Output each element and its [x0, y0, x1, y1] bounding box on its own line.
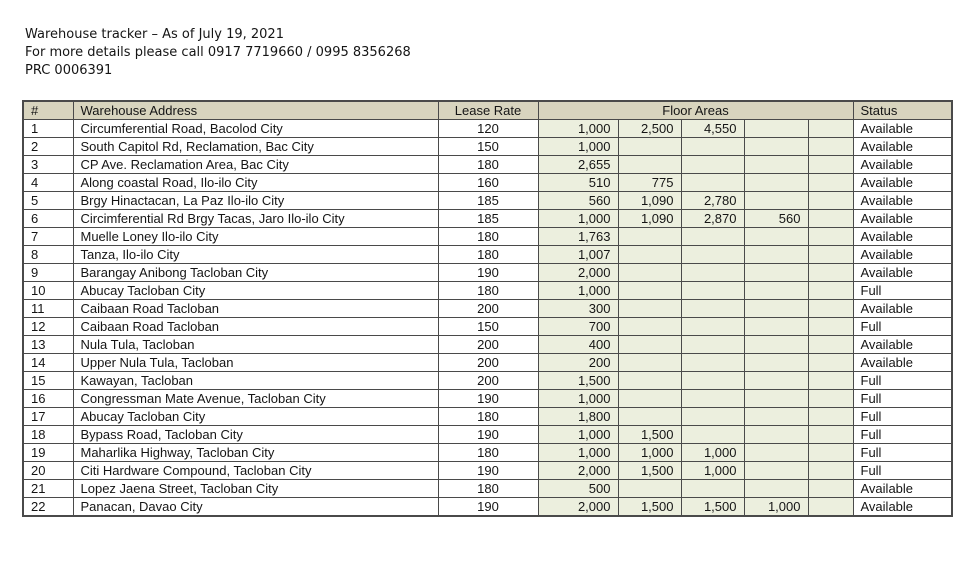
status-cell: Available: [853, 192, 952, 210]
floor-area-cell-2: 1,090: [618, 210, 681, 228]
address-cell: Barangay Anibong Tacloban City: [73, 264, 438, 282]
lease-rate-cell: 200: [438, 372, 538, 390]
floor-area-cell-1: 1,000: [538, 390, 618, 408]
floor-area-cell-2: [618, 318, 681, 336]
floor-area-cell-1: 1,007: [538, 246, 618, 264]
floor-area-cell-5: [808, 174, 853, 192]
lease-rate-cell: 190: [438, 498, 538, 517]
row-number-cell: 1: [23, 120, 73, 138]
address-cell: Citi Hardware Compound, Tacloban City: [73, 462, 438, 480]
floor-area-cell-1: 1,000: [538, 282, 618, 300]
row-number-cell: 5: [23, 192, 73, 210]
floor-area-cell-2: [618, 156, 681, 174]
floor-area-cell-3: [681, 426, 744, 444]
col-header-num: #: [23, 101, 73, 120]
floor-area-cell-3: [681, 336, 744, 354]
floor-area-cell-4: [744, 354, 808, 372]
address-cell: Abucay Tacloban City: [73, 408, 438, 426]
lease-rate-cell: 180: [438, 228, 538, 246]
floor-area-cell-1: 1,000: [538, 120, 618, 138]
floor-area-cell-1: 500: [538, 480, 618, 498]
address-cell: Caibaan Road Tacloban: [73, 300, 438, 318]
floor-area-cell-2: [618, 246, 681, 264]
lease-rate-cell: 180: [438, 480, 538, 498]
floor-area-cell-3: [681, 228, 744, 246]
floor-area-cell-4: [744, 480, 808, 498]
floor-area-cell-5: [808, 246, 853, 264]
floor-area-cell-4: [744, 246, 808, 264]
floor-area-cell-4: [744, 408, 808, 426]
status-cell: Available: [853, 300, 952, 318]
table-row: [23, 390, 952, 408]
row-number-cell: 13: [23, 336, 73, 354]
floor-area-cell-4: [744, 156, 808, 174]
table-row: [23, 480, 952, 498]
floor-area-cell-5: [808, 156, 853, 174]
address-cell: Nula Tula, Tacloban: [73, 336, 438, 354]
table-row: [23, 318, 952, 336]
status-cell: Available: [853, 228, 952, 246]
floor-area-cell-1: 510: [538, 174, 618, 192]
table-row: [23, 498, 952, 517]
status-cell: Available: [853, 138, 952, 156]
floor-area-cell-2: 775: [618, 174, 681, 192]
address-cell: Caibaan Road Tacloban: [73, 318, 438, 336]
table-row: [23, 282, 952, 300]
lease-rate-cell: 180: [438, 408, 538, 426]
lease-rate-cell: 185: [438, 192, 538, 210]
row-number-cell: 10: [23, 282, 73, 300]
lease-rate-cell: 200: [438, 300, 538, 318]
table-row: [23, 408, 952, 426]
floor-area-cell-4: [744, 264, 808, 282]
status-cell: Available: [853, 120, 952, 138]
floor-area-cell-1: 2,000: [538, 264, 618, 282]
floor-area-cell-5: [808, 318, 853, 336]
table-row: [23, 156, 952, 174]
table-row: [23, 426, 952, 444]
floor-area-cell-5: [808, 498, 853, 517]
floor-area-cell-5: [808, 210, 853, 228]
floor-area-cell-3: [681, 318, 744, 336]
floor-area-cell-3: 4,550: [681, 120, 744, 138]
status-cell: Full: [853, 390, 952, 408]
row-number-cell: 19: [23, 444, 73, 462]
header-row: [23, 101, 952, 120]
row-number-cell: 15: [23, 372, 73, 390]
row-number-cell: 4: [23, 174, 73, 192]
status-cell: Available: [853, 498, 952, 517]
title-block: [25, 26, 411, 80]
floor-area-cell-2: [618, 408, 681, 426]
address-cell: Lopez Jaena Street, Tacloban City: [73, 480, 438, 498]
floor-area-cell-5: [808, 192, 853, 210]
table-row: [23, 210, 952, 228]
floor-area-cell-5: [808, 228, 853, 246]
floor-area-cell-3: [681, 480, 744, 498]
row-number-cell: 16: [23, 390, 73, 408]
status-cell: Full: [853, 372, 952, 390]
floor-area-cell-4: [744, 300, 808, 318]
floor-area-cell-5: [808, 372, 853, 390]
floor-area-cell-2: [618, 138, 681, 156]
floor-area-cell-5: [808, 282, 853, 300]
floor-area-cell-2: [618, 264, 681, 282]
row-number-cell: 2: [23, 138, 73, 156]
row-number-cell: 12: [23, 318, 73, 336]
floor-area-cell-3: [681, 264, 744, 282]
floor-area-cell-1: 2,000: [538, 498, 618, 517]
status-cell: Full: [853, 444, 952, 462]
lease-rate-cell: 180: [438, 246, 538, 264]
status-cell: Full: [853, 462, 952, 480]
warehouse-table: [22, 100, 953, 517]
floor-area-cell-3: [681, 372, 744, 390]
status-cell: Available: [853, 210, 952, 228]
floor-area-cell-4: [744, 336, 808, 354]
row-number-cell: 21: [23, 480, 73, 498]
address-cell: Along coastal Road, Ilo-ilo City: [73, 174, 438, 192]
address-cell: Maharlika Highway, Tacloban City: [73, 444, 438, 462]
col-header-status: Status: [853, 101, 952, 120]
floor-area-cell-5: [808, 408, 853, 426]
floor-area-cell-5: [808, 426, 853, 444]
floor-area-cell-2: [618, 336, 681, 354]
lease-rate-cell: 200: [438, 336, 538, 354]
floor-area-cell-3: [681, 408, 744, 426]
address-cell: CP Ave. Reclamation Area, Bac City: [73, 156, 438, 174]
floor-area-cell-1: 2,000: [538, 462, 618, 480]
floor-area-cell-5: [808, 390, 853, 408]
lease-rate-cell: 180: [438, 156, 538, 174]
floor-area-cell-2: [618, 228, 681, 246]
address-cell: Muelle Loney Ilo-ilo City: [73, 228, 438, 246]
table-row: [23, 372, 952, 390]
floor-area-cell-3: [681, 156, 744, 174]
floor-area-cell-5: [808, 462, 853, 480]
floor-area-cell-5: [808, 120, 853, 138]
table-row: [23, 120, 952, 138]
floor-area-cell-4: [744, 318, 808, 336]
floor-area-cell-1: 560: [538, 192, 618, 210]
table-row: [23, 192, 952, 210]
floor-area-cell-3: [681, 282, 744, 300]
address-cell: Kawayan, Tacloban: [73, 372, 438, 390]
lease-rate-cell: 185: [438, 210, 538, 228]
address-cell: Panacan, Davao City: [73, 498, 438, 517]
floor-area-cell-2: 1,500: [618, 498, 681, 517]
table-row: [23, 246, 952, 264]
floor-area-cell-1: 400: [538, 336, 618, 354]
table-row: [23, 300, 952, 318]
lease-rate-cell: 190: [438, 264, 538, 282]
page-title: Warehouse tracker – As of July 19, 2021: [25, 27, 284, 42]
floor-area-cell-2: 1,500: [618, 462, 681, 480]
floor-area-cell-2: 1,000: [618, 444, 681, 462]
status-cell: Available: [853, 480, 952, 498]
col-header-lease-rate: Lease Rate: [438, 101, 538, 120]
prc-number: PRC 0006391: [25, 63, 113, 78]
floor-area-cell-1: 300: [538, 300, 618, 318]
lease-rate-cell: 190: [438, 426, 538, 444]
table-row: [23, 444, 952, 462]
floor-area-cell-1: 2,655: [538, 156, 618, 174]
lease-rate-cell: 160: [438, 174, 538, 192]
lease-rate-cell: 120: [438, 120, 538, 138]
floor-area-cell-5: [808, 480, 853, 498]
lease-rate-cell: 150: [438, 318, 538, 336]
floor-area-cell-4: [744, 444, 808, 462]
status-cell: Available: [853, 246, 952, 264]
floor-area-cell-3: 2,780: [681, 192, 744, 210]
floor-area-cell-3: [681, 354, 744, 372]
floor-area-cell-4: [744, 228, 808, 246]
status-cell: Full: [853, 282, 952, 300]
floor-area-cell-5: [808, 138, 853, 156]
floor-area-cell-3: 2,870: [681, 210, 744, 228]
table-row: [23, 354, 952, 372]
address-cell: South Capitol Rd, Reclamation, Bac City: [73, 138, 438, 156]
floor-area-cell-2: 2,500: [618, 120, 681, 138]
floor-area-cell-2: 1,500: [618, 426, 681, 444]
row-number-cell: 20: [23, 462, 73, 480]
floor-area-cell-4: [744, 462, 808, 480]
floor-area-cell-1: 1,763: [538, 228, 618, 246]
floor-area-cell-3: [681, 246, 744, 264]
row-number-cell: 17: [23, 408, 73, 426]
floor-area-cell-4: [744, 372, 808, 390]
row-number-cell: 22: [23, 498, 73, 517]
floor-area-cell-1: 1,000: [538, 210, 618, 228]
lease-rate-cell: 180: [438, 444, 538, 462]
col-header-floor-areas: Floor Areas: [538, 101, 853, 120]
address-cell: Brgy Hinactacan, La Paz Ilo-ilo City: [73, 192, 438, 210]
floor-area-cell-4: 560: [744, 210, 808, 228]
address-cell: Circumferential Road, Bacolod City: [73, 120, 438, 138]
floor-area-cell-3: 1,500: [681, 498, 744, 517]
floor-area-cell-5: [808, 444, 853, 462]
row-number-cell: 3: [23, 156, 73, 174]
floor-area-cell-3: [681, 174, 744, 192]
floor-area-cell-1: 1,000: [538, 444, 618, 462]
floor-area-cell-1: 1,500: [538, 372, 618, 390]
floor-area-cell-2: 1,090: [618, 192, 681, 210]
lease-rate-cell: 200: [438, 354, 538, 372]
floor-area-cell-2: [618, 480, 681, 498]
table-row: [23, 228, 952, 246]
floor-area-cell-4: [744, 426, 808, 444]
floor-area-cell-4: [744, 390, 808, 408]
col-header-address: Warehouse Address: [73, 101, 438, 120]
address-cell: Upper Nula Tula, Tacloban: [73, 354, 438, 372]
status-cell: Full: [853, 426, 952, 444]
row-number-cell: 18: [23, 426, 73, 444]
contact-line: For more details please call 0917 7719660 / 0995 8356268: [25, 45, 411, 60]
row-number-cell: 6: [23, 210, 73, 228]
floor-area-cell-2: [618, 354, 681, 372]
status-cell: Available: [853, 336, 952, 354]
floor-area-cell-2: [618, 390, 681, 408]
table-row: [23, 462, 952, 480]
floor-area-cell-2: [618, 372, 681, 390]
floor-area-cell-5: [808, 354, 853, 372]
floor-area-cell-4: [744, 192, 808, 210]
lease-rate-cell: 190: [438, 390, 538, 408]
table-row: [23, 174, 952, 192]
lease-rate-cell: 180: [438, 282, 538, 300]
floor-area-cell-2: [618, 300, 681, 318]
floor-area-cell-3: [681, 138, 744, 156]
floor-area-cell-1: 1,800: [538, 408, 618, 426]
row-number-cell: 11: [23, 300, 73, 318]
address-cell: Congressman Mate Avenue, Tacloban City: [73, 390, 438, 408]
floor-area-cell-5: [808, 336, 853, 354]
address-cell: Bypass Road, Tacloban City: [73, 426, 438, 444]
floor-area-cell-5: [808, 300, 853, 318]
floor-area-cell-4: [744, 138, 808, 156]
floor-area-cell-1: 200: [538, 354, 618, 372]
floor-area-cell-1: 700: [538, 318, 618, 336]
table-row: [23, 264, 952, 282]
table-row: [23, 336, 952, 354]
address-cell: Tanza, Ilo-ilo City: [73, 246, 438, 264]
floor-area-cell-3: [681, 390, 744, 408]
floor-area-cell-4: 1,000: [744, 498, 808, 517]
row-number-cell: 14: [23, 354, 73, 372]
floor-area-cell-2: [618, 282, 681, 300]
status-cell: Full: [853, 408, 952, 426]
lease-rate-cell: 150: [438, 138, 538, 156]
floor-area-cell-4: [744, 282, 808, 300]
status-cell: Available: [853, 354, 952, 372]
address-cell: Circimferential Rd Brgy Tacas, Jaro Ilo-ilo City: [73, 210, 438, 228]
row-number-cell: 8: [23, 246, 73, 264]
row-number-cell: 7: [23, 228, 73, 246]
floor-area-cell-1: 1,000: [538, 426, 618, 444]
status-cell: Full: [853, 318, 952, 336]
address-cell: Abucay Tacloban City: [73, 282, 438, 300]
floor-area-cell-3: [681, 300, 744, 318]
floor-area-cell-1: 1,000: [538, 138, 618, 156]
floor-area-cell-5: [808, 264, 853, 282]
status-cell: Available: [853, 156, 952, 174]
status-cell: Available: [853, 174, 952, 192]
floor-area-cell-4: [744, 120, 808, 138]
table-body: [23, 120, 952, 517]
lease-rate-cell: 190: [438, 462, 538, 480]
floor-area-cell-4: [744, 174, 808, 192]
row-number-cell: 9: [23, 264, 73, 282]
status-cell: Available: [853, 264, 952, 282]
table-row: [23, 138, 952, 156]
floor-area-cell-3: 1,000: [681, 444, 744, 462]
floor-area-cell-3: 1,000: [681, 462, 744, 480]
